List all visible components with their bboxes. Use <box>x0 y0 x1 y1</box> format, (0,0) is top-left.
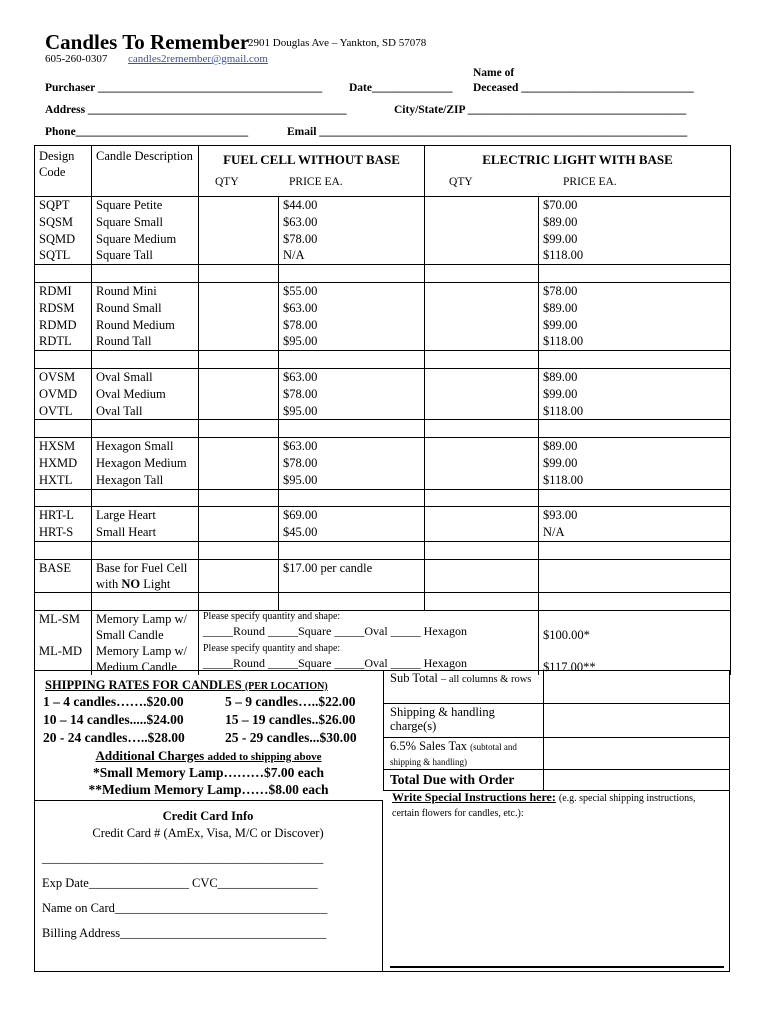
spacer-cell <box>35 265 92 283</box>
spacer-cell <box>279 420 425 438</box>
spacer-cell <box>279 489 425 507</box>
tax-small: (subtotal and shipping & handling) <box>390 742 517 767</box>
fuel-price: $95.00 <box>279 333 425 350</box>
spacer-cell <box>199 265 279 283</box>
tax-value[interactable] <box>544 738 730 769</box>
fuel-qty-label: QTY <box>215 176 239 188</box>
fuel-price: $78.00 <box>279 386 425 403</box>
candle-description: Hexagon Small <box>92 438 199 455</box>
fuel-price: $63.00 <box>279 300 425 317</box>
special-instructions[interactable] <box>392 790 722 820</box>
electric-qty-label: QTY <box>449 176 473 188</box>
candle-description: Square Medium <box>92 231 199 248</box>
spacer-cell <box>92 265 199 283</box>
fuel-qty-cell[interactable] <box>199 472 279 489</box>
spacer-cell <box>539 489 731 507</box>
spacer-cell <box>425 592 539 610</box>
candle-description: Hexagon Medium <box>92 455 199 472</box>
credit-card-title: Credit Card Info <box>162 809 254 823</box>
special-instructions-label: Write Special Instructions here: <box>392 790 556 804</box>
electric-qty-cell[interactable] <box>425 333 539 350</box>
credit-card-number-field[interactable]: _____________________________________________ <box>42 851 324 865</box>
specify-note: Please specify quantity and shape: <box>203 642 341 654</box>
table-row <box>35 403 731 420</box>
design-code: RDMI <box>35 282 92 299</box>
fuel-price: $78.00 <box>279 455 425 472</box>
spacer-cell <box>35 420 92 438</box>
electric-price: $99.00 <box>539 455 731 472</box>
shape-spec-cell[interactable] <box>199 610 539 643</box>
electric-qty-cell[interactable] <box>425 455 539 472</box>
subtotal-small: – all columns & rows <box>440 674 532 685</box>
candle-description: Small Heart <box>92 524 199 541</box>
tax-row <box>383 738 730 770</box>
spacer-cell <box>92 351 199 369</box>
spacer-cell <box>425 541 539 559</box>
phone-field[interactable]: Phone______________________________ <box>45 126 249 138</box>
spacer-cell <box>92 592 199 610</box>
candle-description: Square Petite <box>92 197 199 214</box>
design-code: OVMD <box>35 386 92 403</box>
electric-price: $89.00 <box>539 300 731 317</box>
fuel-qty-cell[interactable] <box>199 368 279 385</box>
credit-card-number-label: Credit Card # (AmEx, Visa, M/C or Discover) <box>92 826 324 840</box>
fuel-qty-cell[interactable] <box>199 438 279 455</box>
spacer-row <box>35 592 731 610</box>
candle-description: Round Small <box>92 300 199 317</box>
electric-price: $78.00 <box>539 282 731 299</box>
design-code: HRT-S <box>35 524 92 541</box>
shipping-rate-row <box>43 693 383 711</box>
electric-price: $89.00 <box>539 368 731 385</box>
shipping-title <box>45 678 383 693</box>
electric-price: $89.00 <box>539 438 731 455</box>
table-row <box>35 214 731 231</box>
purchaser-field[interactable]: Purchaser _______________________________________ <box>45 82 323 94</box>
candle-description: Round Mini <box>92 282 199 299</box>
electric-qty-cell[interactable] <box>425 438 539 455</box>
spacer-cell <box>279 592 425 610</box>
electric-qty-cell[interactable] <box>425 197 539 214</box>
special-instructions-hint: (e.g. special shipping instructions, certain flowers for candles, etc.): <box>392 793 696 819</box>
candle-description: Oval Small <box>92 368 199 385</box>
spacer-cell <box>199 489 279 507</box>
design-code: ML-MD <box>35 643 92 675</box>
exp-cvc-field[interactable]: Exp Date________________ CVC________________ <box>42 876 318 890</box>
fuel-price: $95.00 <box>279 403 425 420</box>
company-address: 2901 Douglas Ave – Yankton, SD 57078 <box>248 37 427 49</box>
spacer-cell <box>35 541 92 559</box>
fuel-price: $44.00 <box>279 197 425 214</box>
design-code: HXSM <box>35 438 92 455</box>
total-label: Total Due with Order <box>384 770 544 790</box>
table-row <box>35 524 731 541</box>
fuel-qty-cell[interactable] <box>199 282 279 299</box>
table-row <box>35 231 731 248</box>
credit-card-box <box>34 800 383 972</box>
electric-price: $93.00 <box>539 507 731 524</box>
design-code: SQMD <box>35 231 92 248</box>
total-row <box>383 770 730 791</box>
fuel-qty-cell[interactable] <box>199 300 279 317</box>
design-code-header: Design Code <box>35 146 92 197</box>
table-row <box>35 507 731 524</box>
fuel-qty-cell[interactable] <box>199 455 279 472</box>
electric-price: $99.00 <box>539 231 731 248</box>
fuel-qty-cell[interactable] <box>199 524 279 541</box>
subtotal-label <box>384 670 544 703</box>
electric-price: $118.00 <box>539 247 731 264</box>
spacer-row <box>35 489 731 507</box>
fuel-price: $55.00 <box>279 282 425 299</box>
design-code: SQTL <box>35 247 92 264</box>
candle-description: Square Tall <box>92 247 199 264</box>
table-row <box>35 197 731 214</box>
shipping-rates-box <box>34 670 383 800</box>
fuel-price: $45.00 <box>279 524 425 541</box>
table-row <box>35 282 731 299</box>
company-phone: 605-260-0307 <box>45 53 108 65</box>
electric-qty-cell[interactable] <box>425 559 539 592</box>
spacer-cell <box>279 351 425 369</box>
rate-right: 5 – 9 candles…..$22.00 <box>225 694 356 709</box>
company-title: Candles To Remember <box>45 30 250 54</box>
design-code: OVTL <box>35 403 92 420</box>
total-value[interactable] <box>544 770 730 790</box>
spacer-cell <box>539 592 731 610</box>
fuel-price: $63.00 <box>279 368 425 385</box>
fuel-qty-cell[interactable] <box>199 559 279 592</box>
tax-text: 6.5% Sales Tax <box>390 739 468 753</box>
rate-left: 10 – 14 candles.....$24.00 <box>43 712 184 727</box>
candle-description: Memory Lamp w/ Small Candle <box>92 610 199 643</box>
spacer-row <box>35 541 731 559</box>
medium-lamp-charge: **Medium Memory Lamp……$8.00 each <box>88 782 329 797</box>
deceased-field[interactable]: Deceased ______________________________ <box>473 82 694 94</box>
candle-description: Oval Tall <box>92 403 199 420</box>
design-code: HXMD <box>35 455 92 472</box>
design-code: SQPT <box>35 197 92 214</box>
name-of-label: Name of <box>473 67 515 79</box>
rate-right: 25 - 29 candles...$30.00 <box>225 730 357 745</box>
spacer-row <box>35 265 731 283</box>
electric-qty-cell[interactable] <box>425 507 539 524</box>
fuel-price: $78.00 <box>279 317 425 334</box>
electric-price: $118.00 <box>539 472 731 489</box>
no-emphasis: NO <box>121 576 141 591</box>
design-code: OVSM <box>35 368 92 385</box>
fuel-qty-cell[interactable] <box>199 247 279 264</box>
design-code: SQSM <box>35 214 92 231</box>
shape-options[interactable]: _____Round _____Square _____Oval _____ Hexagon <box>203 623 467 638</box>
electric-price <box>539 559 731 592</box>
subtotal-value[interactable] <box>544 670 730 703</box>
table-row <box>35 438 731 455</box>
shipping-value[interactable] <box>544 704 730 737</box>
special-instructions-line <box>390 966 724 968</box>
spacer-cell <box>199 420 279 438</box>
fuel-qty-cell[interactable] <box>199 317 279 334</box>
candle-description-header: Candle Description <box>92 146 199 197</box>
electric-price: $89.00 <box>539 214 731 231</box>
table-row <box>35 247 731 264</box>
totals-box <box>383 670 730 791</box>
shape-options[interactable]: _____Round _____Square _____Oval _____ Hexagon <box>203 655 467 670</box>
spacer-cell <box>425 265 539 283</box>
subtotal-text: Sub Total <box>390 671 438 685</box>
electric-qty-cell[interactable] <box>425 386 539 403</box>
spacer-cell <box>425 489 539 507</box>
rate-left: 20 - 24 candles…..$28.00 <box>43 730 185 745</box>
spacer-cell <box>279 541 425 559</box>
rate-right: 15 – 19 candles..$26.00 <box>225 712 356 727</box>
electric-light-title: ELECTRIC LIGHT WITH BASE <box>482 152 673 167</box>
electric-light-header <box>425 146 731 197</box>
electric-qty-cell[interactable] <box>425 403 539 420</box>
electric-qty-cell[interactable] <box>425 472 539 489</box>
electric-price: $118.00 <box>539 333 731 350</box>
spacer-cell <box>92 489 199 507</box>
specify-note: Please specify quantity and shape: <box>203 610 341 622</box>
fuel-price: N/A <box>279 247 425 264</box>
spacer-cell <box>35 489 92 507</box>
design-code: HXTL <box>35 472 92 489</box>
city-state-zip-field[interactable]: City/State/ZIP ______________________________________ <box>394 104 687 116</box>
fuel-qty-cell[interactable] <box>199 333 279 350</box>
spacer-cell <box>35 592 92 610</box>
spacer-cell <box>539 541 731 559</box>
fuel-qty-cell[interactable] <box>199 403 279 420</box>
spacer-cell <box>425 420 539 438</box>
design-code: RDTL <box>35 333 92 350</box>
spacer-cell <box>199 541 279 559</box>
fuel-cell-title: FUEL CELL WITHOUT BASE <box>223 152 400 167</box>
name-on-card-field[interactable]: Name on Card__________________________________ <box>42 901 328 915</box>
spacer-cell <box>539 420 731 438</box>
additional-charges-small: added to shipping above <box>207 751 322 763</box>
design-code: RDMD <box>35 317 92 334</box>
design-code: ML-SM <box>35 610 92 643</box>
additional-charges <box>34 748 383 764</box>
spacer-cell <box>199 351 279 369</box>
fuel-price: $17.00 per candle <box>279 559 425 592</box>
fuel-qty-cell[interactable] <box>199 507 279 524</box>
candle-description: Round Medium <box>92 317 199 334</box>
fuel-qty-cell[interactable] <box>199 197 279 214</box>
spacer-cell <box>539 265 731 283</box>
fuel-price: $78.00 <box>279 231 425 248</box>
spacer-cell <box>539 351 731 369</box>
electric-price: $99.00 <box>539 386 731 403</box>
subtotal-row <box>383 670 730 704</box>
memory-lamp-row <box>35 610 731 643</box>
candle-description: Oval Medium <box>92 386 199 403</box>
small-lamp-charge: *Small Memory Lamp………$7.00 each <box>93 765 324 780</box>
electric-qty-cell[interactable] <box>425 282 539 299</box>
shipping-rates-list <box>43 693 383 747</box>
fuel-price-label: PRICE EA. <box>289 176 343 188</box>
fuel-qty-cell[interactable] <box>199 231 279 248</box>
candle-description: Hexagon Tall <box>92 472 199 489</box>
electric-qty-cell[interactable] <box>425 524 539 541</box>
electric-price: $117.00** <box>539 643 731 675</box>
rate-left: 1 – 4 candles…….$20.00 <box>43 694 184 709</box>
shipping-label: Shipping & handling charge(s) <box>384 704 544 737</box>
price-table <box>34 145 731 675</box>
electric-price: $99.00 <box>539 317 731 334</box>
candle-description: Memory Lamp w/ Medium Candle <box>92 643 199 675</box>
shipping-rate-row <box>43 711 383 729</box>
date-field[interactable]: Date______________ <box>349 82 453 94</box>
electric-qty-cell[interactable] <box>425 231 539 248</box>
design-code: RDSM <box>35 300 92 317</box>
design-code: BASE <box>35 559 92 592</box>
additional-charges-label: Additional Charges <box>95 748 205 763</box>
candle-description: Square Small <box>92 214 199 231</box>
electric-qty-cell[interactable] <box>425 247 539 264</box>
fuel-price: $63.00 <box>279 438 425 455</box>
electric-qty-cell[interactable] <box>425 368 539 385</box>
design-code: HRT-L <box>35 507 92 524</box>
spacer-cell <box>279 265 425 283</box>
table-row <box>35 300 731 317</box>
email-field[interactable]: Email ________________________________________________________________ <box>287 126 688 138</box>
table-row <box>35 386 731 403</box>
tax-label <box>384 738 544 769</box>
spacer-cell <box>199 592 279 610</box>
base-row <box>35 559 731 592</box>
company-email-link[interactable]: candles2remember@gmail.com <box>128 53 268 65</box>
electric-price: N/A <box>539 524 731 541</box>
candle-description: Round Tall <box>92 333 199 350</box>
candle-description: Base for Fuel Cell with NO Light <box>92 559 199 592</box>
table-row <box>35 368 731 385</box>
spacer-cell <box>92 420 199 438</box>
electric-qty-cell[interactable] <box>425 214 539 231</box>
fuel-qty-cell[interactable] <box>199 386 279 403</box>
shipping-title-small: (PER LOCATION) <box>244 681 328 692</box>
electric-price: $118.00 <box>539 403 731 420</box>
shipping-rate-row <box>43 729 383 747</box>
table-header <box>35 146 731 197</box>
spacer-cell <box>425 351 539 369</box>
electric-price: $100.00* <box>539 610 731 643</box>
spacer-row <box>35 351 731 369</box>
electric-qty-cell[interactable] <box>425 317 539 334</box>
electric-price: $70.00 <box>539 197 731 214</box>
electric-price-label: PRICE EA. <box>563 176 617 188</box>
shipping-title-text: SHIPPING RATES FOR CANDLES <box>45 678 242 692</box>
spacer-row <box>35 420 731 438</box>
table-row <box>35 472 731 489</box>
fuel-price: $63.00 <box>279 214 425 231</box>
spacer-cell <box>92 541 199 559</box>
fuel-qty-cell[interactable] <box>199 214 279 231</box>
address-field[interactable]: Address _____________________________________________ <box>45 104 347 116</box>
fuel-cell-header <box>199 146 425 197</box>
shipping-row <box>383 704 730 738</box>
table-row <box>35 333 731 350</box>
spacer-cell <box>35 351 92 369</box>
table-row <box>35 317 731 334</box>
electric-qty-cell[interactable] <box>425 300 539 317</box>
table-row <box>35 455 731 472</box>
billing-address-field[interactable]: Billing Address_________________________________ <box>42 926 327 940</box>
fuel-price: $95.00 <box>279 472 425 489</box>
fuel-price: $69.00 <box>279 507 425 524</box>
candle-description: Large Heart <box>92 507 199 524</box>
